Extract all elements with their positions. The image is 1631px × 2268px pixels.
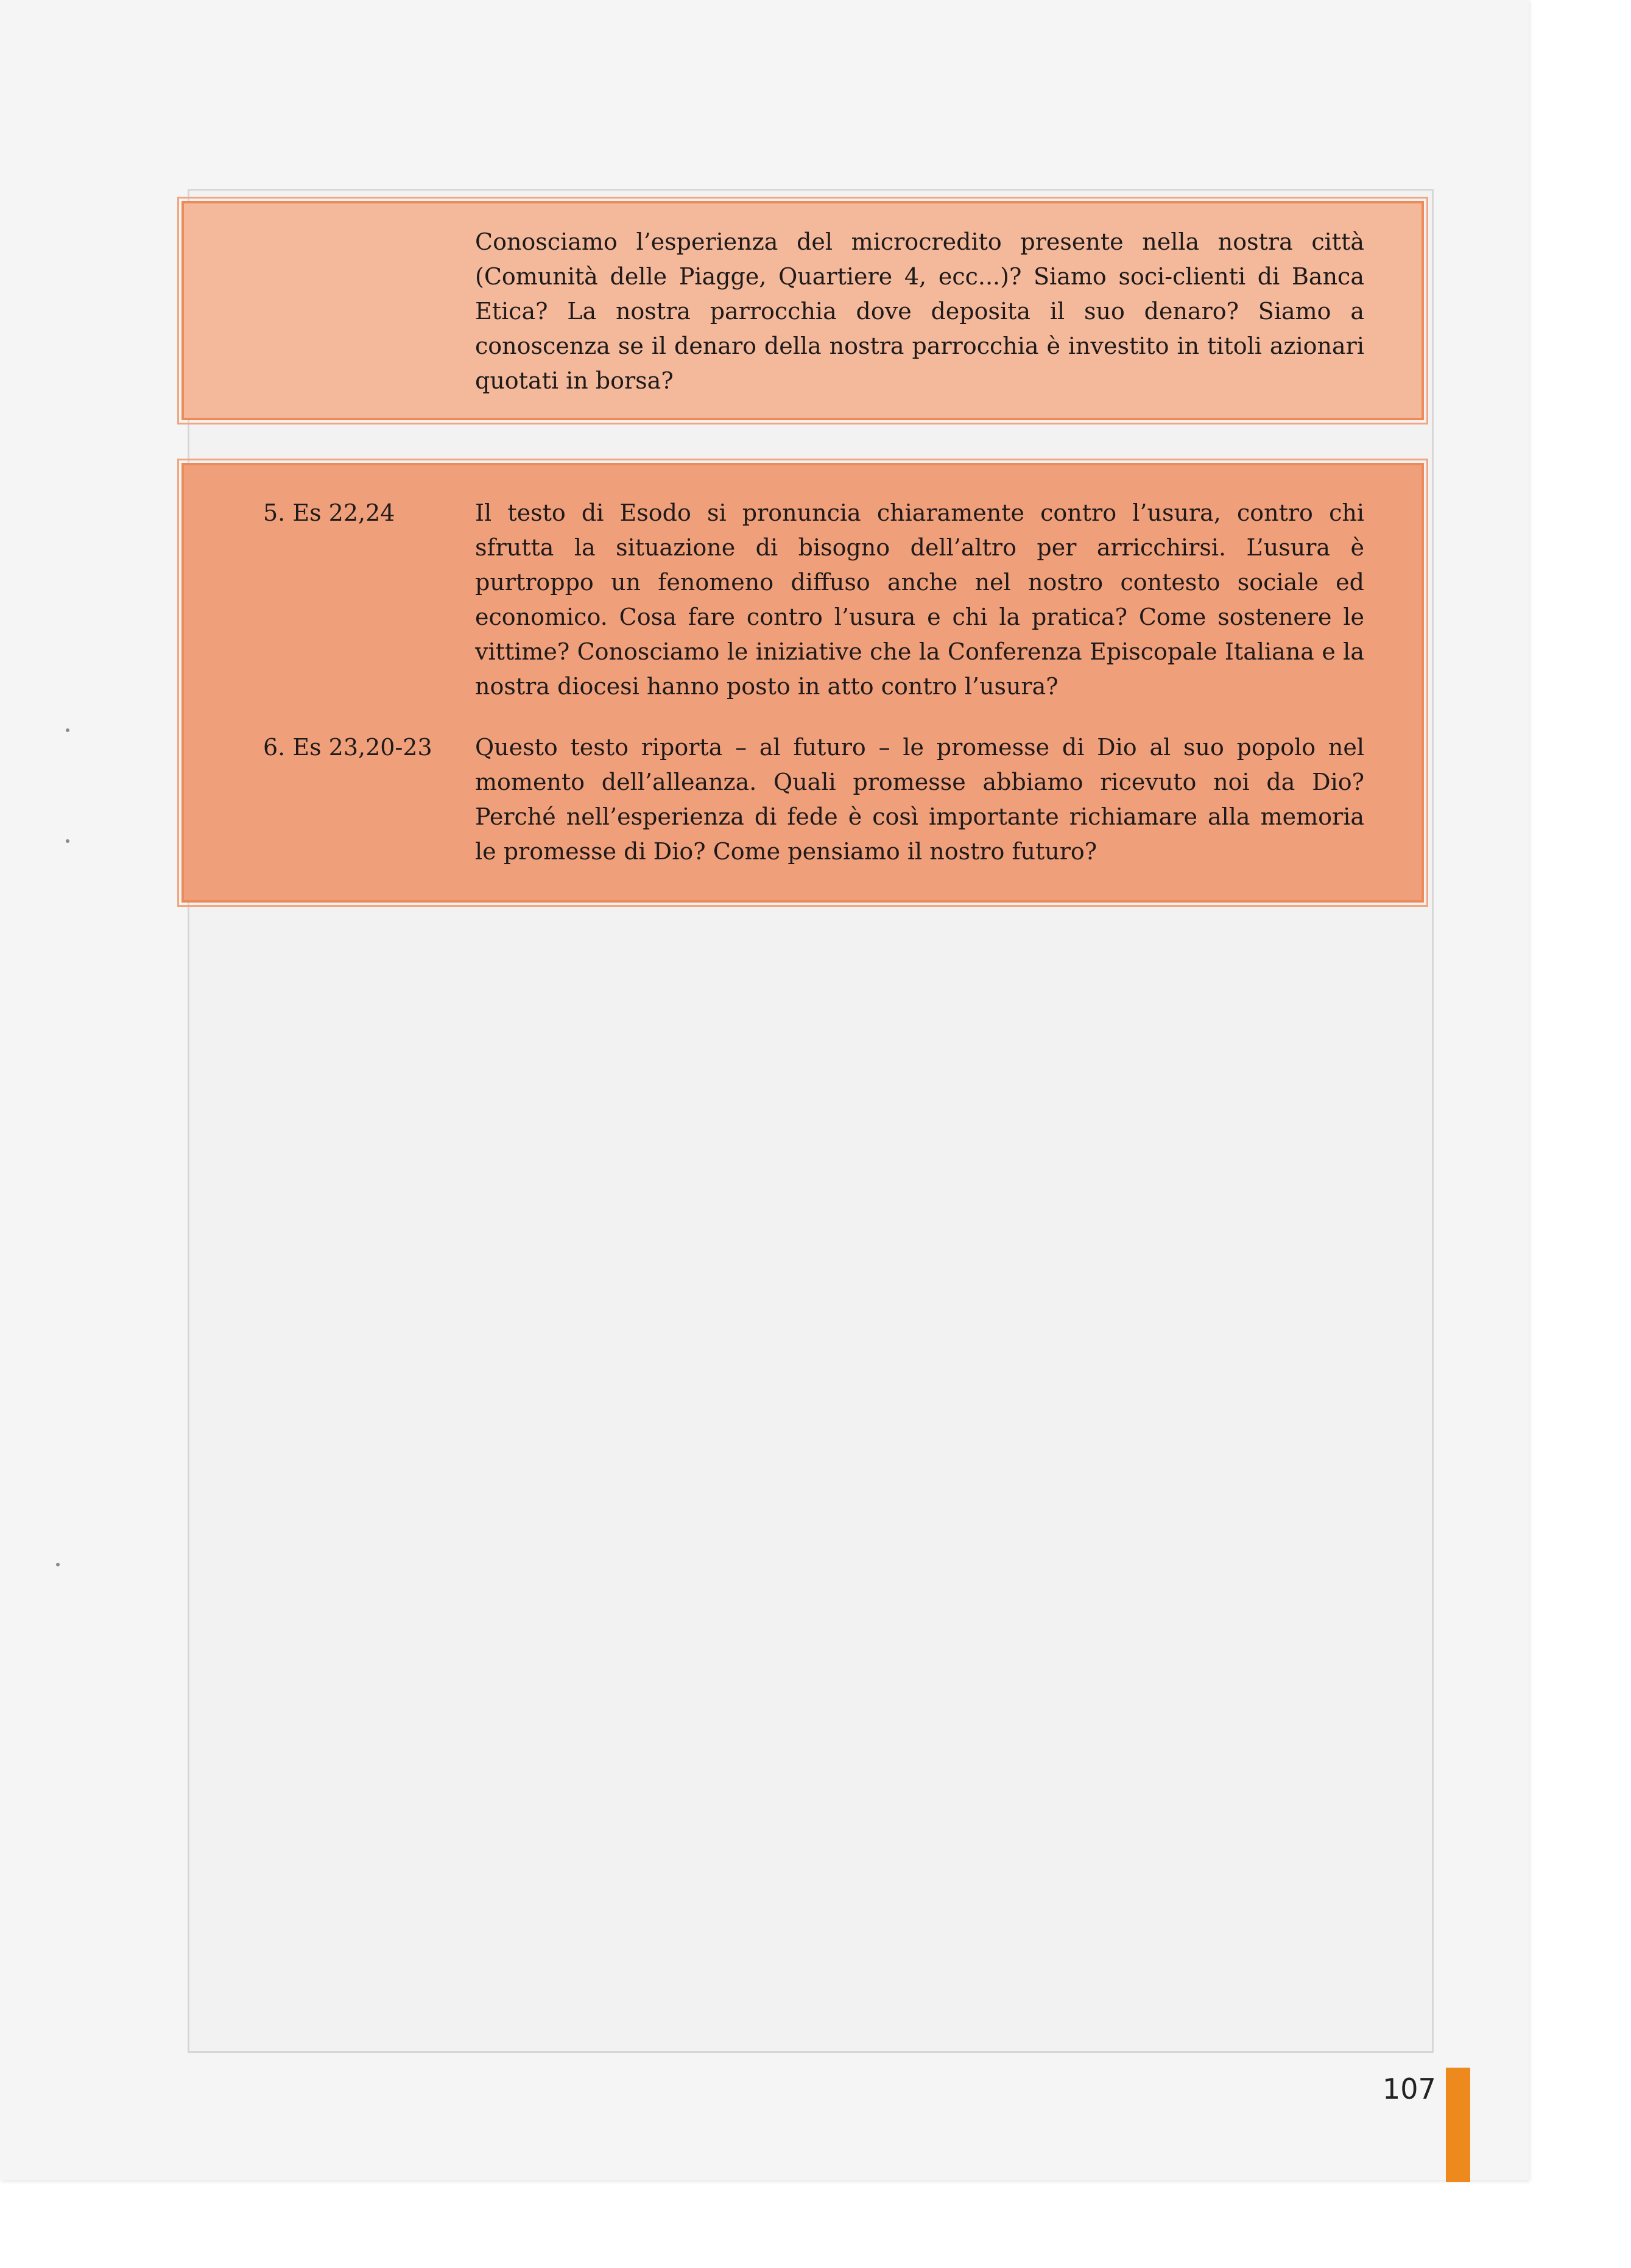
bible-reference: 6. Es 23,20-23 (263, 734, 432, 761)
reflection-box-top (181, 201, 1424, 420)
margin-dot (56, 1563, 60, 1566)
reflection-box-bottom (181, 463, 1424, 903)
margin-dot (66, 728, 69, 732)
page-number: 107 (1383, 2073, 1436, 2105)
entry-text: Il testo di Esodo si pronuncia chiaramente contro l’usura, contro chi sfrutta la situazione di bisogno dell’altro per arricchirsi. L’usura è purtroppo un fenomeno diffuso anche nel nostro contesto sociale ed economico. Cosa fare contro l’usura e chi la pratica? Come sostenere le vittime? Conosciamo le iniziative che la Conferenza Episcopale Italiana e la nostra diocesi hanno posto in atto contro l’usura? (475, 499, 1364, 700)
reflection-text: Conosciamo l’esperienza del microcredito presente nella nostra città (Comunità delle Piagge, Quartiere 4, ecc...)? Siamo soci-clienti di Banca Etica? La nostra parrocchia dove deposita il suo denaro? Siamo a conoscenza se il denaro della nostra parrocchia è investito in titoli azionari quotati in borsa? (475, 228, 1364, 394)
entry-text: Questo testo riporta – al futuro – le promesse di Dio al suo popolo nel momento dell’alleanza. Quali promesse abbiamo ricevuto noi da Dio? Perché nell’esperienza di fede è così importante richiamare alla memoria le promesse di Dio? Come pensiamo il nostro futuro? (475, 734, 1364, 865)
bible-reference: 5. Es 22,24 (263, 499, 395, 526)
margin-dot (66, 839, 69, 843)
page-tab-marker (1446, 2068, 1470, 2182)
